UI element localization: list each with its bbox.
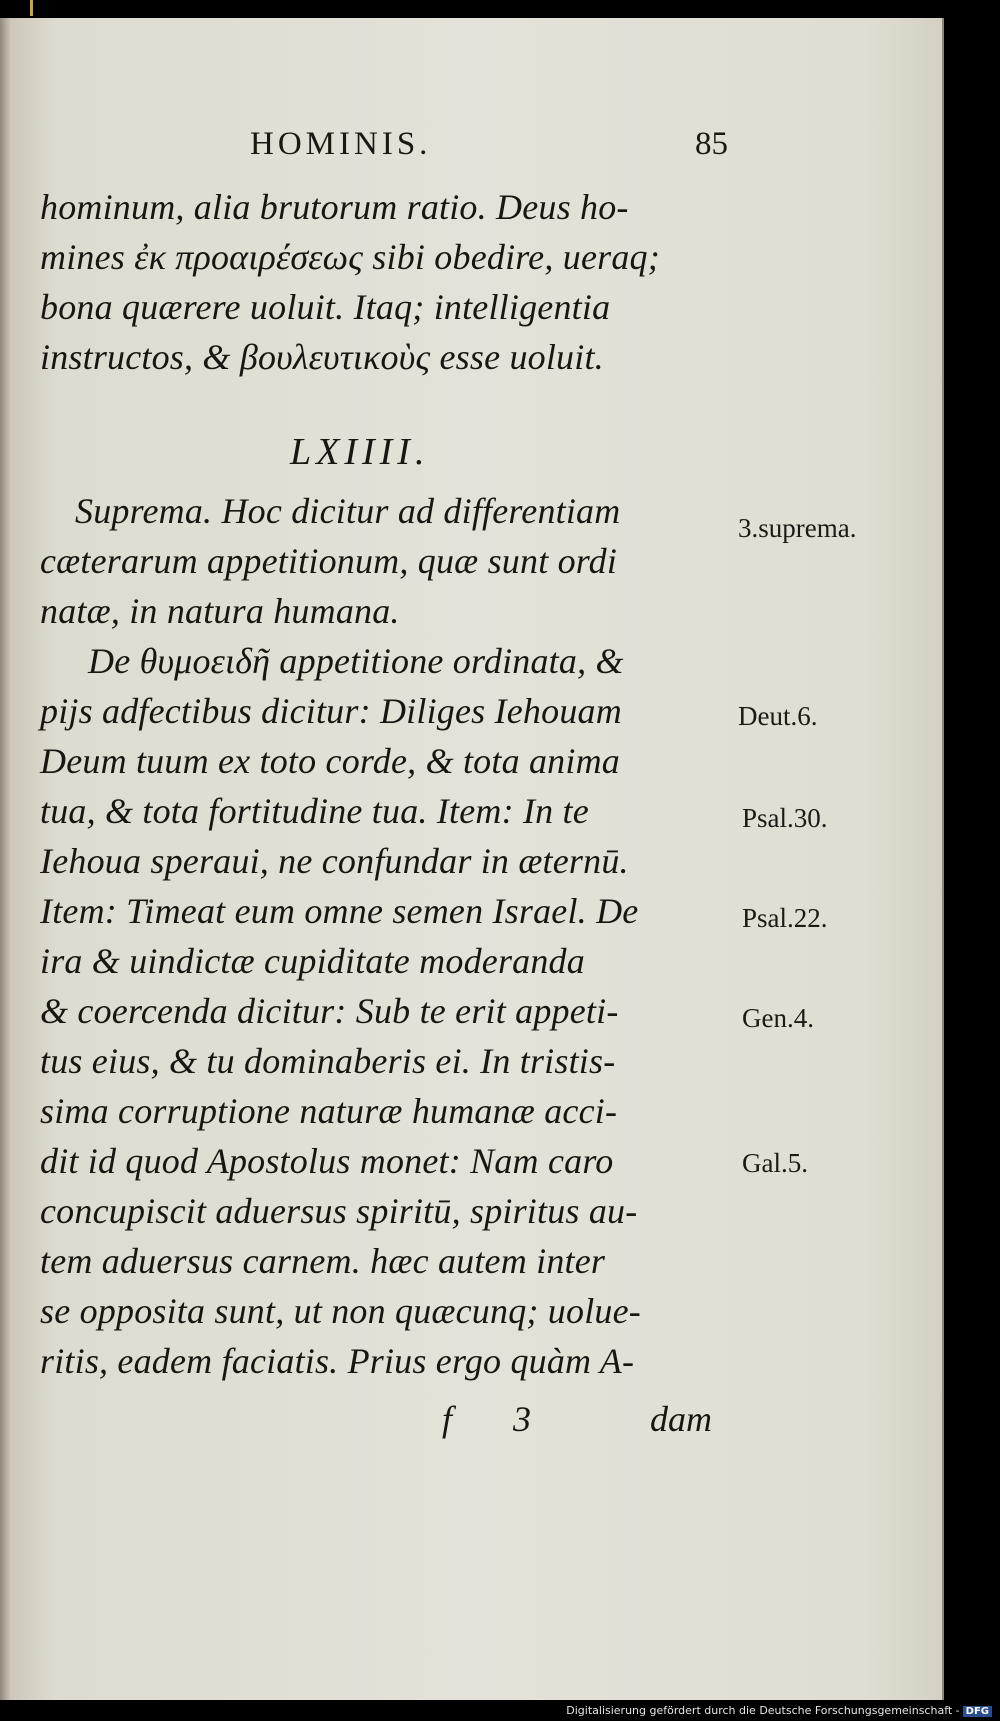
signature-mark: f xyxy=(442,1399,453,1439)
text-line: ira & uindictæ cupiditate moderanda xyxy=(40,941,585,981)
text-line: tus eius, & tu dominaberis ei. In tristis- xyxy=(40,1041,616,1081)
text-line: bona quærere uoluit. Itaq; intelligentia xyxy=(40,287,611,327)
digitization-footer xyxy=(566,1704,992,1717)
text-line: Item: Timeat eum omne semen Israel. De xyxy=(40,891,639,931)
signature-number: 3 xyxy=(513,1399,531,1439)
text-line: Deum tuum ex toto corde, & tota anima xyxy=(40,741,620,781)
dfg-logo-icon: DFG xyxy=(963,1706,992,1717)
catchword: dam xyxy=(650,1399,712,1439)
text-line: mines ἐκ προαιρέσεως sibi obedire, ueraq; xyxy=(40,237,660,277)
text-line: instructos, & βουλευτικοὺς esse uoluit. xyxy=(40,337,604,377)
text-line: natæ, in natura humana. xyxy=(40,591,400,631)
margin-note: Deut.6. xyxy=(738,701,818,731)
text-line: cæterarum appetitionum, quæ sunt ordi xyxy=(40,541,618,581)
margin-note: Gen.4. xyxy=(742,1003,814,1033)
margin-note: Psal.22. xyxy=(742,903,828,933)
section-number: LXIIII. xyxy=(290,431,430,473)
text-line: De θυμοειδῆ appetitione ordinata, & xyxy=(88,641,624,681)
text-line: sima corruptione naturæ humanæ acci- xyxy=(40,1091,618,1131)
text-line: pijs adfectibus dicitur: Diliges Iehouam xyxy=(40,691,622,731)
text-line: dit id quod Apostolus monet: Nam caro xyxy=(40,1141,614,1181)
margin-note: Gal.5. xyxy=(742,1148,808,1178)
footer-text: Digitalisierung gefördert durch die Deutsche Forschungsgemeinschaft - xyxy=(566,1704,960,1717)
text-line: concupiscit aduersus spiritū, spiritus au- xyxy=(40,1191,638,1231)
text-line: se opposita sunt, ut non quæcunq; uolue- xyxy=(40,1291,641,1331)
page-number: 85 xyxy=(695,126,728,162)
text-line: tua, & tota fortitudine tua. Item: In te xyxy=(40,791,589,831)
page-edge-mark xyxy=(30,0,33,16)
running-head: HOMINIS. xyxy=(250,126,432,162)
text-line: tem aduersus carnem. hæc autem inter xyxy=(40,1241,606,1281)
margin-note: Psal.30. xyxy=(742,803,828,833)
page-header xyxy=(250,126,730,172)
margin-note: 3.suprema. xyxy=(738,513,857,543)
text-line: & coercenda dicitur: Sub te erit appeti- xyxy=(40,991,619,1031)
text-line: Suprema. Hoc dicitur ad differentiam xyxy=(75,491,621,531)
text-line: Iehoua speraui, ne confundar in æternū. xyxy=(40,841,629,881)
text-line: ritis, eadem faciatis. Prius ergo quàm A- xyxy=(40,1341,635,1381)
text-line: hominum, alia brutorum ratio. Deus ho- xyxy=(40,187,629,227)
book-page xyxy=(0,18,944,1700)
